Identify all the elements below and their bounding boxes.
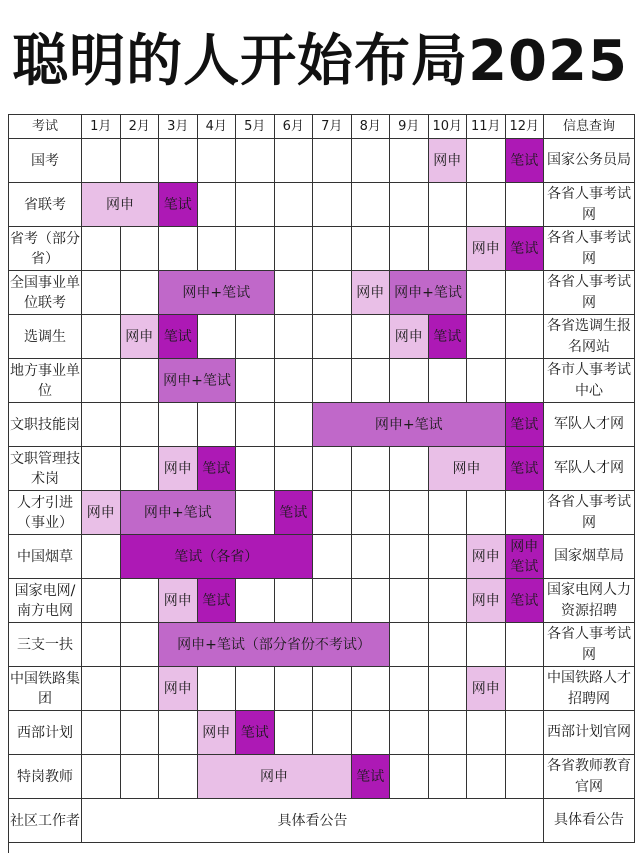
empty-month-cell <box>390 755 429 799</box>
exam-name-cell: 全国事业单位联考 <box>9 271 82 315</box>
empty-month-cell <box>313 491 352 535</box>
header-cell: 12月 <box>506 115 545 139</box>
info-query-cell: 国家烟草局 <box>544 535 635 579</box>
empty-month-cell <box>352 491 391 535</box>
empty-month-cell <box>313 139 352 183</box>
exam-name-cell: 文职技能岗 <box>9 403 82 447</box>
schedule-span: 网申 <box>82 491 121 535</box>
empty-month-cell <box>352 447 391 491</box>
empty-month-cell <box>506 315 545 359</box>
empty-month-cell <box>275 711 314 755</box>
schedule-span: 笔试 <box>429 315 468 359</box>
schedule-span: 具体看公告 <box>82 799 544 843</box>
schedule-span: 笔试 <box>506 227 545 271</box>
empty-month-cell <box>236 227 275 271</box>
empty-month-cell <box>352 139 391 183</box>
empty-month-cell <box>121 227 160 271</box>
empty-month-cell <box>82 711 121 755</box>
schedule-span: 笔试 <box>506 403 545 447</box>
empty-month-cell <box>82 227 121 271</box>
info-query-cell: 各省人事考试网 <box>544 623 635 667</box>
empty-month-cell <box>159 755 198 799</box>
empty-month-cell <box>506 711 545 755</box>
exam-name-cell: 地方事业单位 <box>9 359 82 403</box>
empty-month-cell <box>236 359 275 403</box>
empty-month-cell <box>313 535 352 579</box>
info-query-cell: 国家公务员局 <box>544 139 635 183</box>
empty-month-cell <box>467 711 506 755</box>
exam-name-cell: 选调生 <box>9 315 82 359</box>
empty-month-cell <box>313 227 352 271</box>
info-query-cell: 军队人才网 <box>544 447 635 491</box>
exam-name-cell: 文职管理技术岗 <box>9 447 82 491</box>
schedule-span: 笔试 <box>159 183 198 227</box>
empty-month-cell <box>506 755 545 799</box>
schedule-span: 笔试 <box>236 711 275 755</box>
exam-name-cell: 三支一扶 <box>9 623 82 667</box>
empty-month-cell <box>82 579 121 623</box>
header-cell: 10月 <box>429 115 468 139</box>
header-cell: 6月 <box>275 115 314 139</box>
empty-month-cell <box>429 535 468 579</box>
empty-month-cell <box>390 579 429 623</box>
info-query-cell: 各省人事考试网 <box>544 183 635 227</box>
header-cell: 9月 <box>390 115 429 139</box>
empty-month-cell <box>275 227 314 271</box>
schedule-span: 网申 <box>159 579 198 623</box>
schedule-span: 网申笔试 <box>506 535 545 579</box>
exam-schedule-table <box>8 114 635 853</box>
info-query-cell: 各省人事考试网 <box>544 491 635 535</box>
empty-month-cell <box>429 623 468 667</box>
empty-month-cell <box>390 227 429 271</box>
info-query-cell: 各省选调生报名网站 <box>544 315 635 359</box>
info-query-cell: 各省人事考试网 <box>544 227 635 271</box>
empty-month-cell <box>275 667 314 711</box>
exam-name-cell: 国家电网/南方电网 <box>9 579 82 623</box>
exam-name-cell: 国考 <box>9 139 82 183</box>
empty-month-cell <box>506 623 545 667</box>
empty-month-cell <box>121 623 160 667</box>
empty-month-cell <box>390 623 429 667</box>
empty-month-cell <box>121 711 160 755</box>
header-cell: 2月 <box>121 115 160 139</box>
schedule-span: 笔试 <box>198 579 237 623</box>
empty-month-cell <box>82 535 121 579</box>
empty-month-cell <box>198 315 237 359</box>
header-cell: 考试 <box>9 115 82 139</box>
empty-month-cell <box>236 447 275 491</box>
empty-month-cell <box>121 447 160 491</box>
exam-name-cell: 社区工作者 <box>9 799 82 843</box>
empty-month-cell <box>275 403 314 447</box>
empty-month-cell <box>275 183 314 227</box>
empty-month-cell <box>121 579 160 623</box>
info-query-cell: 中国铁路人才招聘网 <box>544 667 635 711</box>
page-title: 聪明的人开始布局2025 <box>12 29 628 94</box>
empty-month-cell <box>467 755 506 799</box>
empty-month-cell <box>198 227 237 271</box>
empty-month-cell <box>352 227 391 271</box>
empty-month-cell <box>82 623 121 667</box>
schedule-span: 网申 <box>159 447 198 491</box>
empty-month-cell <box>390 535 429 579</box>
empty-month-cell <box>198 183 237 227</box>
empty-month-cell <box>429 227 468 271</box>
schedule-span: 网申 <box>121 315 160 359</box>
info-query-cell: 具体看公告 <box>544 799 635 843</box>
empty-month-cell <box>313 667 352 711</box>
schedule-span: 笔试 <box>352 755 391 799</box>
info-query-cell: 各市人事考试中心 <box>544 359 635 403</box>
header-cell: 5月 <box>236 115 275 139</box>
empty-month-cell <box>429 755 468 799</box>
empty-month-cell <box>352 183 391 227</box>
empty-month-cell <box>236 139 275 183</box>
empty-month-cell <box>121 755 160 799</box>
info-query-cell: 西部计划官网 <box>544 711 635 755</box>
empty-month-cell <box>275 271 314 315</box>
info-query-cell: 军队人才网 <box>544 403 635 447</box>
empty-month-cell <box>390 139 429 183</box>
empty-month-cell <box>82 271 121 315</box>
empty-month-cell <box>313 183 352 227</box>
empty-month-cell <box>121 667 160 711</box>
empty-month-cell <box>82 359 121 403</box>
header-cell: 8月 <box>352 115 391 139</box>
empty-month-cell <box>275 579 314 623</box>
empty-month-cell <box>121 403 160 447</box>
empty-month-cell <box>352 579 391 623</box>
empty-month-cell <box>352 359 391 403</box>
schedule-span: 笔试（各省） <box>121 535 314 579</box>
schedule-span: 网申 <box>82 183 159 227</box>
schedule-span: 笔试 <box>275 491 314 535</box>
schedule-span: 网申 <box>467 579 506 623</box>
empty-month-cell <box>352 535 391 579</box>
empty-month-cell <box>121 359 160 403</box>
empty-month-cell <box>352 711 391 755</box>
schedule-span: 网申+笔试（部分省份不考试） <box>159 623 390 667</box>
empty-month-cell <box>313 447 352 491</box>
schedule-span: 网申 <box>429 139 468 183</box>
empty-month-cell <box>313 579 352 623</box>
schedule-span: 网申 <box>198 711 237 755</box>
empty-month-cell <box>429 183 468 227</box>
header-cell: 7月 <box>313 115 352 139</box>
schedule-span: 网申 <box>429 447 506 491</box>
empty-month-cell <box>352 667 391 711</box>
empty-month-cell <box>82 755 121 799</box>
header-cell: 4月 <box>198 115 237 139</box>
empty-month-cell <box>429 359 468 403</box>
schedule-span: 笔试 <box>506 139 545 183</box>
empty-month-cell <box>236 491 275 535</box>
schedule-span: 网申+笔试 <box>159 271 275 315</box>
empty-month-cell <box>82 447 121 491</box>
empty-month-cell <box>198 139 237 183</box>
empty-month-cell <box>467 139 506 183</box>
empty-month-cell <box>467 183 506 227</box>
schedule-span: 网申 <box>198 755 352 799</box>
info-query-cell: 各省教师教育官网 <box>544 755 635 799</box>
empty-month-cell <box>313 711 352 755</box>
empty-month-cell <box>236 183 275 227</box>
empty-month-cell <box>159 711 198 755</box>
empty-month-cell <box>236 315 275 359</box>
empty-month-cell <box>467 623 506 667</box>
empty-month-cell <box>467 315 506 359</box>
empty-month-cell <box>121 139 160 183</box>
empty-month-cell <box>313 271 352 315</box>
info-query-cell: 国家电网人力资源招聘 <box>544 579 635 623</box>
schedule-span: 笔试 <box>506 579 545 623</box>
empty-month-cell <box>198 403 237 447</box>
schedule-span: 网申+笔试 <box>390 271 467 315</box>
schedule-span: 网申 <box>390 315 429 359</box>
empty-month-cell <box>275 447 314 491</box>
schedule-span: 网申 <box>467 535 506 579</box>
empty-month-cell <box>159 139 198 183</box>
empty-month-cell <box>82 315 121 359</box>
schedule-span: 网申 <box>352 271 391 315</box>
schedule-span: 网申 <box>159 667 198 711</box>
empty-month-cell <box>467 359 506 403</box>
empty-month-cell <box>390 667 429 711</box>
empty-month-cell <box>506 271 545 315</box>
empty-month-cell <box>275 139 314 183</box>
empty-month-cell <box>236 579 275 623</box>
header-cell: 信息查询 <box>544 115 635 139</box>
info-query-cell: 各省人事考试网 <box>544 271 635 315</box>
empty-month-cell <box>82 403 121 447</box>
schedule-span: 笔试 <box>159 315 198 359</box>
schedule-span: 笔试 <box>506 447 545 491</box>
empty-month-cell <box>82 139 121 183</box>
empty-month-cell <box>506 183 545 227</box>
schedule-span: 笔试 <box>198 447 237 491</box>
empty-month-cell <box>506 359 545 403</box>
empty-month-cell <box>236 667 275 711</box>
exam-name-cell: 特岗教师 <box>9 755 82 799</box>
empty-month-cell <box>506 667 545 711</box>
empty-month-cell <box>159 403 198 447</box>
empty-month-cell <box>313 315 352 359</box>
empty-month-cell <box>313 359 352 403</box>
exam-name-cell: 中国铁路集团 <box>9 667 82 711</box>
schedule-span: 网申+笔试 <box>159 359 236 403</box>
empty-month-cell <box>159 227 198 271</box>
exam-name-cell: 省联考 <box>9 183 82 227</box>
empty-month-cell <box>429 711 468 755</box>
empty-month-cell <box>390 447 429 491</box>
exam-name-cell: 人才引进（事业） <box>9 491 82 535</box>
schedule-span: 网申+笔试 <box>121 491 237 535</box>
schedule-span: 网申 <box>467 227 506 271</box>
exam-name-cell: 省考（部分省） <box>9 227 82 271</box>
header-cell: 1月 <box>82 115 121 139</box>
empty-month-cell <box>275 359 314 403</box>
empty-month-cell <box>429 579 468 623</box>
empty-month-cell <box>236 403 275 447</box>
empty-month-cell <box>390 359 429 403</box>
empty-month-cell <box>390 711 429 755</box>
schedule-span: 网申+笔试 <box>313 403 506 447</box>
header-cell: 11月 <box>467 115 506 139</box>
exam-name-cell: 西部计划 <box>9 711 82 755</box>
empty-month-cell <box>429 491 468 535</box>
empty-month-cell <box>467 491 506 535</box>
empty-month-cell <box>467 271 506 315</box>
empty-month-cell <box>390 491 429 535</box>
empty-month-cell <box>352 315 391 359</box>
empty-month-cell <box>429 667 468 711</box>
empty-month-cell <box>390 183 429 227</box>
empty-month-cell <box>198 667 237 711</box>
schedule-span: 网申 <box>467 667 506 711</box>
header-cell: 3月 <box>159 115 198 139</box>
empty-month-cell <box>506 491 545 535</box>
empty-month-cell <box>82 667 121 711</box>
empty-month-cell <box>121 271 160 315</box>
empty-month-cell <box>275 315 314 359</box>
exam-name-cell: 中国烟草 <box>9 535 82 579</box>
